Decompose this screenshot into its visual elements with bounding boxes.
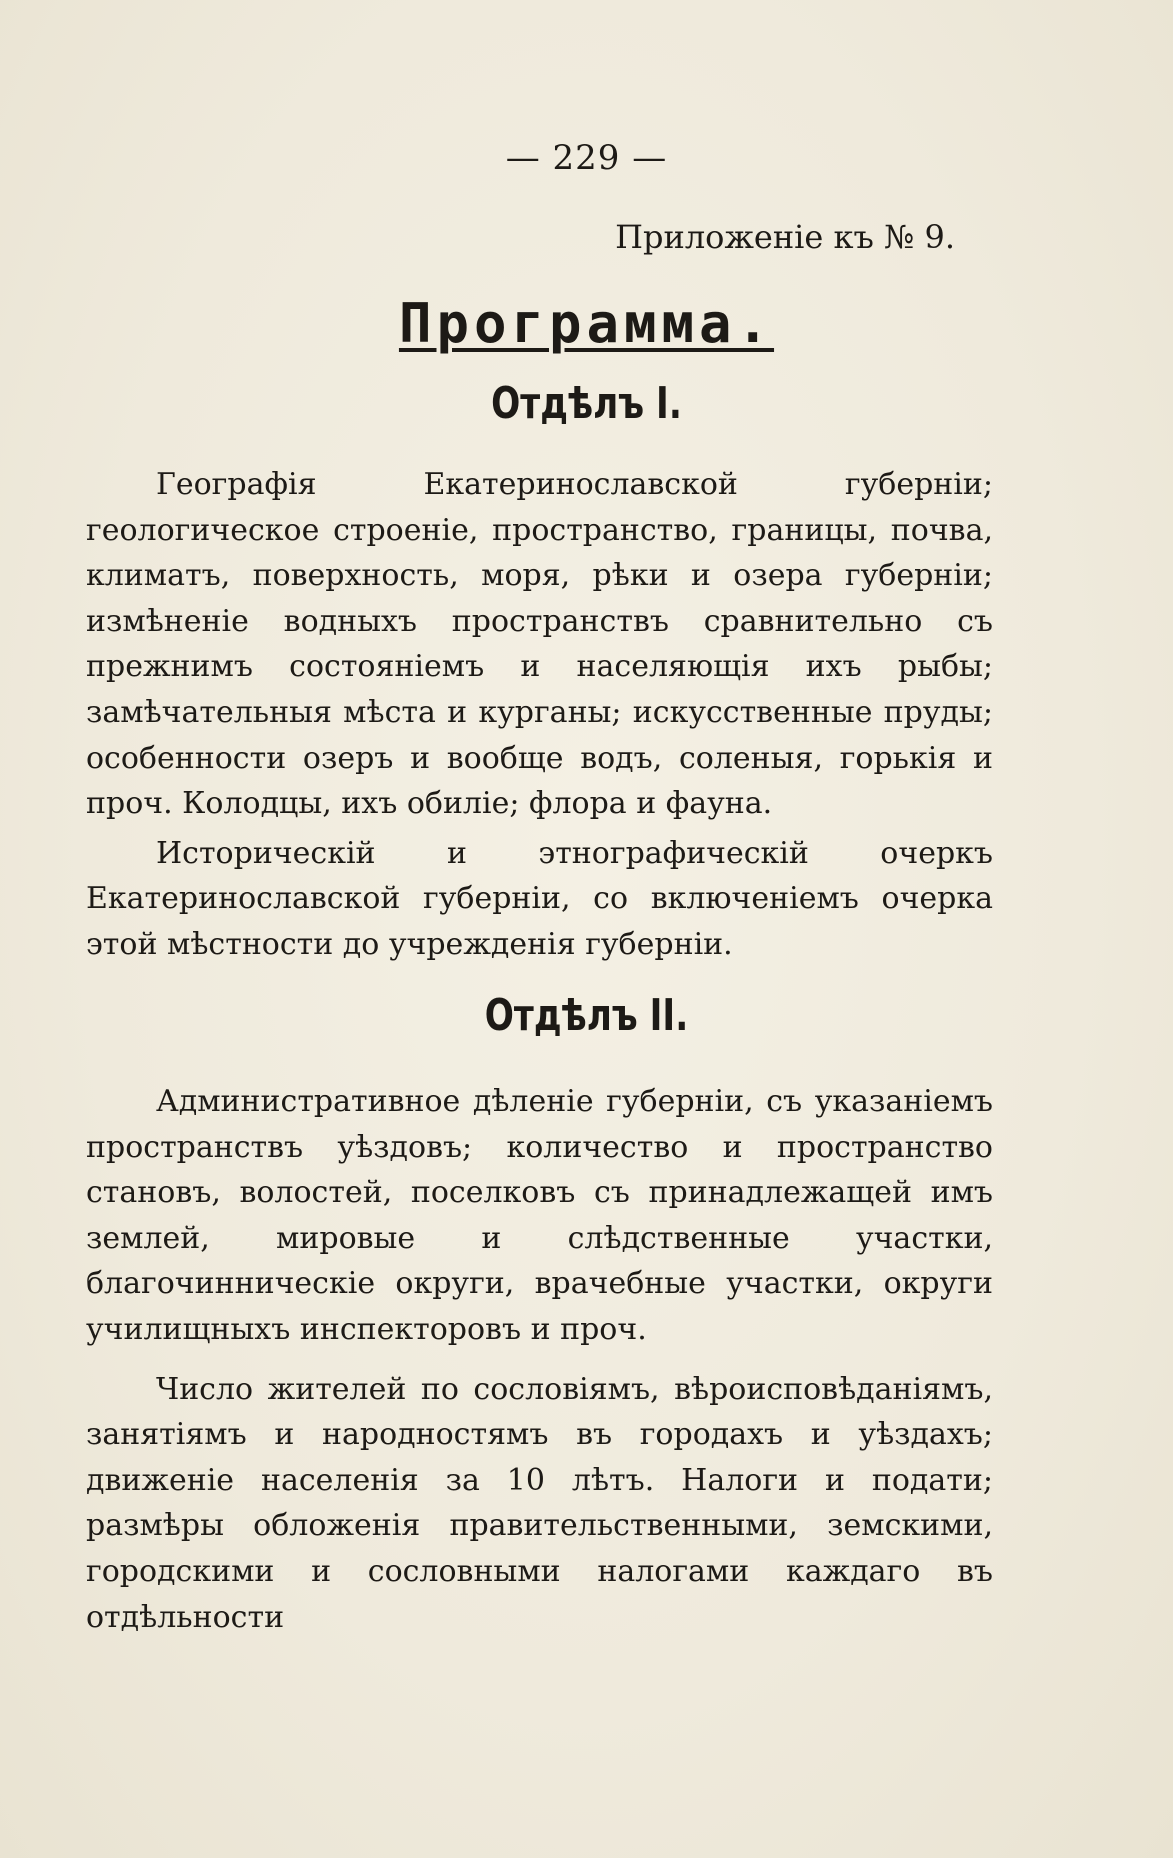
section-heading-1: Отдѣлъ I. [491, 378, 682, 429]
section-2-paragraph-1: Административное дѣленіе губерніи, съ указаніемъ пространствъ уѣздовъ; количество и пространство становъ, волостей, поселковъ съ принадлежащей имъ землей, мировые и слѣдственные участки, благочинническіе округи, врачебные участки, округи училищныхъ инспекторовъ и проч. [86, 1084, 993, 1347]
appendix-reference: Приложеніе къ № 9. [615, 218, 955, 256]
section-heading-2: Отдѣлъ II. [484, 990, 689, 1041]
section-1-body [86, 462, 993, 968]
section-2-body [86, 1079, 993, 1640]
page-number: — 229 — [505, 138, 668, 178]
page-title: Программа. [398, 292, 775, 355]
section-2-paragraph-2: Число жителей по сословіямъ, вѣроисповѣданіямъ, занятіямъ и народностямъ въ городахъ и уѣздахъ; движеніе населенія за 10 лѣтъ. Налоги и подати; размѣры обложенія правительственными, земскими, городскими и сословными налогами каждаго въ отдѣльности [86, 1371, 993, 1635]
section-1-paragraph-2: Историческій и этнографическій очеркъ Екатеринославской губерніи, со включеніемъ очерка этой мѣстности до учрежденія губерніи. [86, 835, 993, 962]
section-1-paragraph-1: Географія Екатеринославской губерніи; геологическое строеніе, пространство, границы, почва, климатъ, поверхность, моря, рѣки и озера губерніи; измѣненіе водныхъ пространствъ сравнительно съ прежнимъ состояніемъ и населяющія ихъ рыбы; замѣчательныя мѣста и курганы; искусственные пруды; особенности озеръ и вообще водъ, соленыя, горькія и проч. Колодцы, ихъ обиліе; флора и фауна. [86, 467, 993, 822]
